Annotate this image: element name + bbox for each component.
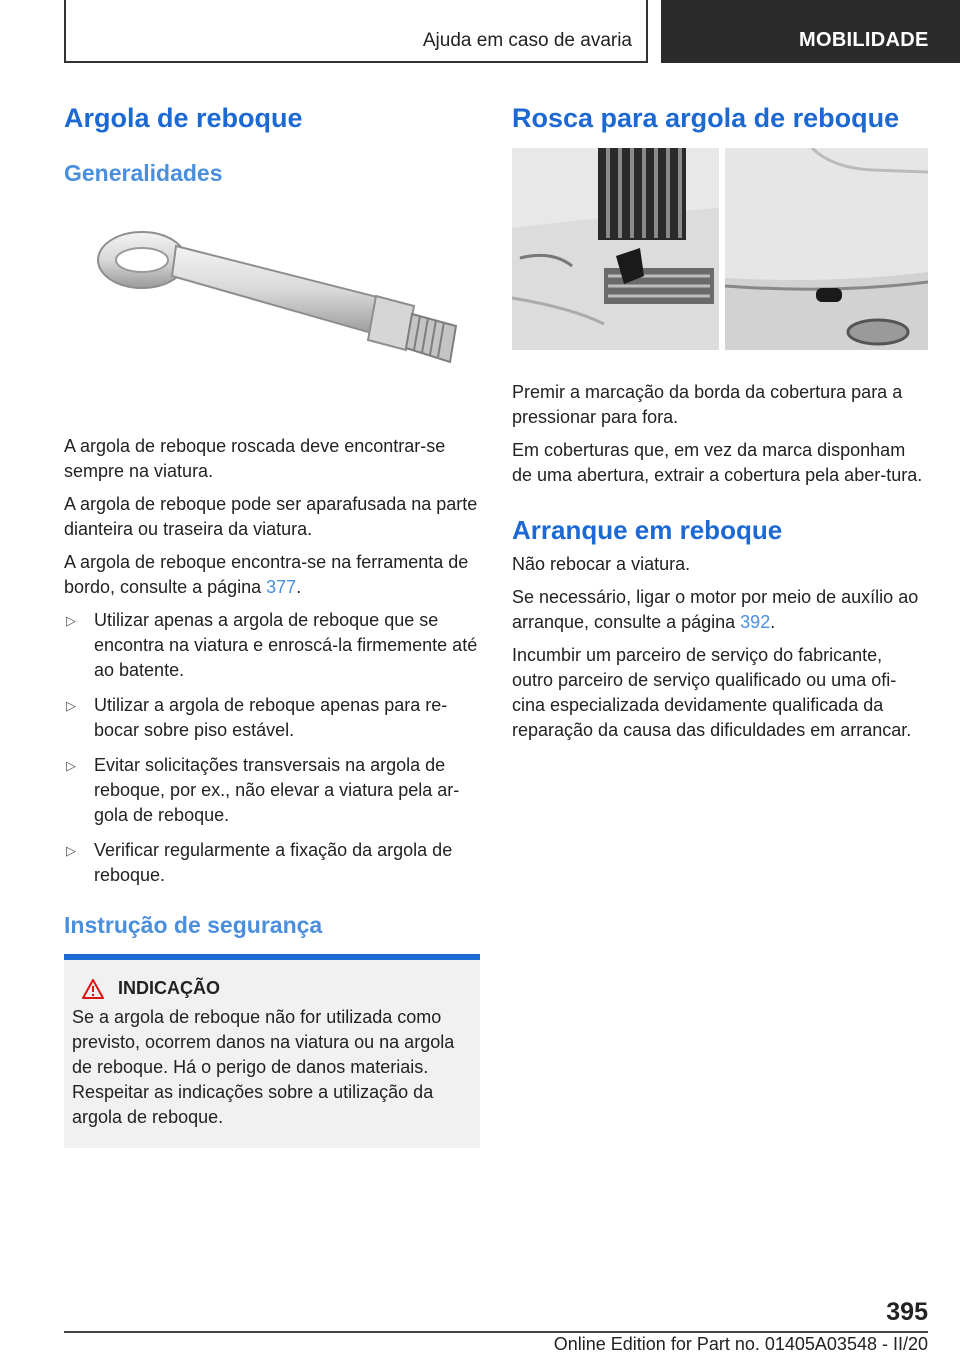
section-title-argola: Argola de reboque <box>64 103 303 133</box>
list-item-text: Utilizar apenas a argola de reboque que se encontra na viatura e enroscá-la firmemente até ao batente. <box>94 610 478 680</box>
paragraph-3-end: . <box>296 577 302 597</box>
right-column <box>512 100 928 751</box>
header-chapter-title: MOBILIDADE <box>799 29 929 51</box>
paragraph-arranque-2 <box>512 585 928 635</box>
paragraph-arranque-2-end: . <box>770 612 776 632</box>
triangle-bullet-icon: ▷ <box>66 698 76 713</box>
paragraph-rosca-2: Em coberturas que, em vez da marca disponham de uma abertura, extrair a cobertura pela aber-tura. <box>512 440 923 485</box>
left-column <box>64 100 480 1148</box>
list-item-text: Utilizar a argola de reboque apenas para re-bocar sobre piso estável. <box>94 695 448 740</box>
paragraph-3 <box>64 550 480 600</box>
list-item <box>64 608 480 683</box>
section-title-arranque: Arranque em reboque <box>512 515 783 545</box>
warning-triangle-icon <box>82 979 104 999</box>
triangle-bullet-icon: ▷ <box>66 613 76 628</box>
warning-text: Se a argola de reboque não for utilizada como previsto, ocorrem danos na viatura ou na argola de reboque. Há o perigo de danos materiais. Respeitar as indicações sobre a utilização da argola de reboque. <box>72 1007 455 1127</box>
triangle-bullet-icon: ▷ <box>66 843 76 858</box>
bullet-list <box>64 608 480 888</box>
subtitle-generalidades: Generalidades <box>64 160 223 186</box>
warning-header <box>72 978 472 999</box>
page-link-377[interactable]: 377 <box>266 577 297 597</box>
footer-edition: Online Edition for Part no. 01405A03548 - II/20 <box>553 1334 928 1354</box>
list-item <box>64 693 480 743</box>
tow-eye-illustration <box>64 202 480 422</box>
list-item-text: Evitar solicitações transversais na argola de reboque, por ex., não elevar a viatura pela ar-gola de reboque. <box>94 755 460 825</box>
bumper-cover-icon <box>512 148 928 350</box>
paragraph-arranque-3: Incumbir um parceiro de serviço do fabricante, outro parceiro de serviço qualificado ou uma ofi-cina especializada devidamente qualificada da reparação da causa das dificuldades em arrancar. <box>512 645 912 740</box>
header-chapter-box <box>661 0 960 63</box>
list-item <box>64 753 480 828</box>
paragraph-2: A argola de reboque pode ser aparafusada na parte dianteira ou traseira da viatura. <box>64 494 478 539</box>
bumper-illustration <box>512 148 928 350</box>
paragraph-arranque-2-text: Se necessário, ligar o motor por meio de auxílio ao arranque, consulte a página <box>512 587 919 632</box>
paragraph-3-text: A argola de reboque encontra-se na ferramenta de bordo, consulte a página <box>64 552 469 597</box>
subtitle-instrucao-seguranca: Instrução de segurança <box>64 912 323 938</box>
page-number: 395 <box>886 1298 928 1326</box>
warning-box <box>64 954 480 1148</box>
warning-title: INDICAÇÃO <box>118 978 220 998</box>
header-section-title: Ajuda em caso de avaria <box>422 30 632 51</box>
paragraph-1: A argola de reboque roscada deve encontrar-se sempre na viatura. <box>64 436 446 481</box>
footer-divider <box>64 1331 928 1333</box>
section-title-rosca: Rosca para argola de reboque <box>512 103 900 133</box>
list-item-text: Verificar regularmente a fixação da argola de reboque. <box>94 840 453 885</box>
tow-eye-icon <box>64 202 480 422</box>
triangle-bullet-icon: ▷ <box>66 758 76 773</box>
header-section-box <box>64 0 648 63</box>
list-item <box>64 838 480 888</box>
paragraph-arranque-1: Não rebocar a viatura. <box>512 554 691 574</box>
page-link-392[interactable]: 392 <box>740 612 771 632</box>
paragraph-rosca-1: Premir a marcação da borda da cobertura para a pressionar para fora. <box>512 382 903 427</box>
